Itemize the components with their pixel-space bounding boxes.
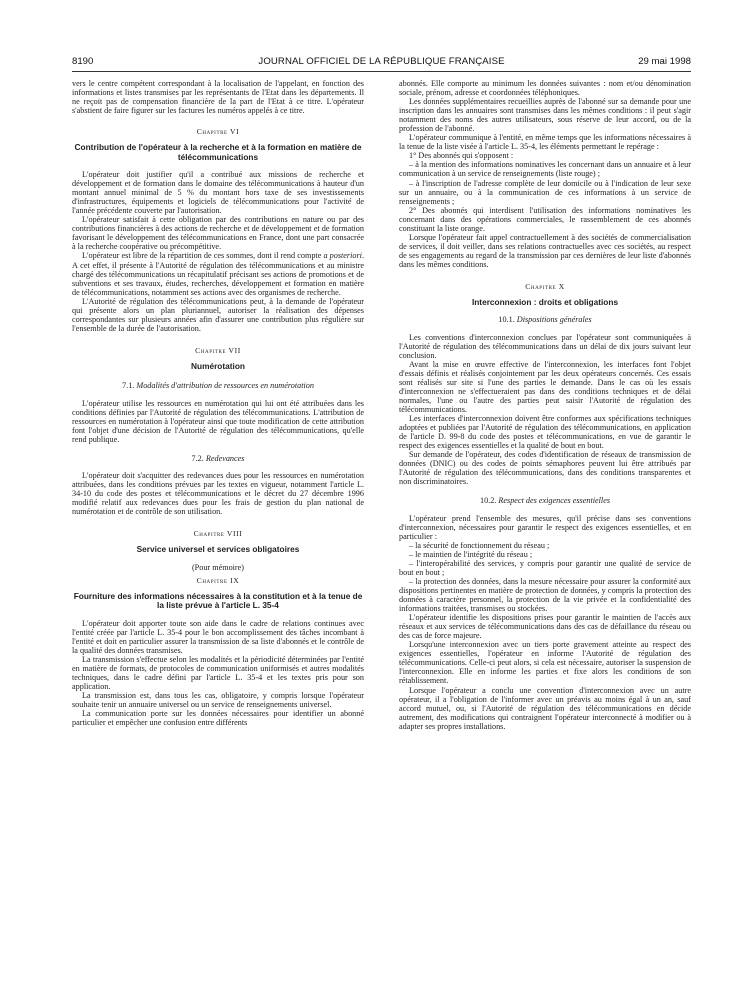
paragraph: abonnés. Elle comporte au minimum les données suivantes : nom et/ou dénomination sociale, prénom, adresse et coordonnées téléphoniques. (399, 79, 691, 98)
list-item: – la protection des données, dans la mesure nécessaire pour assurer la conformité aux dispositions pertinentes en matière de protection de données, y compris la protection des données à caractère personnel, la protection de la vie privée et la confidentialité des informations traitées, transmises ou stockées. (399, 576, 691, 614)
running-header (72, 56, 691, 72)
section-title: Respect des exigences essentielles (498, 496, 611, 506)
paragraph: vers le centre compétent correspondant à la localisation de l'appelant, en fonction des informations et listes transmises par les représentants de l'Etat dans les départements. Il ne reçoit pas de compensation financière de la part de l'Etat à ce titre. L'opérateur s'abstient de faire figurer sur les factures les numéros appelés à ce titre. (72, 79, 364, 116)
chapter-title: Fourniture des informations nécessaires à la constitution et à la tenue de la liste prévue à l'article L. 35-4 (73, 590, 363, 611)
chapter-title: Interconnexion : droits et obligations (471, 297, 619, 308)
paragraph: Les interfaces d'interconnexion doivent être conformes aux spécifications techniques adoptées et publiées par l'Autorité de régulation des télécommunications, en application de l'article D. 99-8 du code des postes et télécommunications, en vue de garantir le respect des exigences essentielles et la qualité de bout en bout. (399, 414, 691, 451)
list-item: 2° Des abonnés qui interdisent l'utilisation des informations nominatives les concernant dans des opérations commerciales, le rassemblement de ces abonnés constituant la liste orange. (399, 205, 691, 233)
paragraph: L'opérateur doit justifier qu'il a contribué aux missions de recherche et développement et de formation dans le domaine des télécommunications à hauteur d'un montant annuel minimal de 5 % du montant hors taxe de ses investissements d'infrastructures, équipements et logiciels de télécommunications pour l'activité de l'année précédente couverte par l'autorisation. (72, 170, 364, 216)
paragraph: L'opérateur identifie les dispositions prises pour garantir le maintien de l'accès aux réseaux et aux services de télécommunications dans des cas de défaillance du réseau ou des cas de force majeure. (399, 613, 691, 641)
section-title: Dispositions générales (516, 315, 592, 325)
text-columns (72, 79, 691, 984)
list-item: 1° Des abonnés qui s'opposent : (409, 151, 514, 161)
chapter-label: Chapitre VII (195, 345, 241, 355)
section-number: 10.1. (498, 315, 515, 325)
paragraph: Les données supplémentaires recueillies auprès de l'abonné sur sa demande pour une inscription dans les annuaires sont transmises dans les mêmes conditions : il peut s'agir notamment des noms des autres utilisateurs, sous réserve de leur accord, ou de la profession de l'abonné. (399, 97, 691, 134)
chapter-label: Chapitre VIII (193, 529, 243, 539)
paragraph: L'opérateur doit apporter toute son aide dans le cadre de relations continues avec l'entité créée par l'article L. 35-4 pour le bon accomplissement des tâches incombant à l'entité et doit en particulier assurer la transmission de sa liste d'abonnés et le contrôle de la qualité des données transmises. (72, 618, 364, 655)
issue-date: 29 mai 1998 (638, 56, 691, 67)
list-item: – à l'inscription de l'adresse complète de leur domicile ou à l'indication de leur sexe sur un annuaire, ou à la communication de ces informations à un service de renseignements ; (399, 178, 691, 206)
chapter-title: Contribution de l'opérateur à la recherche et à la formation en matière de télécommunications (74, 142, 362, 162)
paragraph: Sur demande de l'opérateur, des codes d'identification de réseaux de transmission de données (DNIC) ou des codes de points sémaphores peuvent lui être attribués par l'Autorité de régulation des télécommunications, dans des conditions transparentes et non discriminatoires. (399, 450, 691, 487)
section-heading (399, 496, 691, 505)
section-heading (72, 454, 364, 463)
section-title: Modalités d'attribution de ressources en numérotation (136, 381, 314, 391)
right-column (399, 79, 691, 984)
chapter-label: Chapitre IX (196, 575, 240, 585)
list-item: – l'interopérabilité des services, y compris pour garantir une qualité de service de bout en bout ; (399, 558, 691, 577)
chapter-title: Service universel et services obligatoires (136, 544, 300, 555)
section-heading (72, 381, 364, 390)
paragraph: Les conventions d'interconnexion conclues par l'opérateur sont communiquées à l'Autorité de régulation des télécommunications dans un délai de dix jours suivant leur conclusion. (399, 332, 691, 360)
paragraph-text: L'opérateur est libre de la répartition de ces sommes, dont il rend compte (82, 251, 324, 261)
journal-title: JOURNAL OFFICIEL DE LA RÉPUBLIQUE FRANÇAISE (258, 56, 505, 67)
paragraph: L'opérateur utilise les ressources en numérotation qui lui ont été attribuées dans les conditions définies par l'Autorité de régulation des télécommunications. L'attribution de ressources en numérotation à l'opérateur ainsi que toute modification de cette attribution font l'objet d'une décision de l'Autorité de régulation des télécommunications, qu'elle rend publique. (72, 398, 364, 444)
paragraph: Lorsque l'opérateur a conclu une convention d'interconnexion avec un autre opérateur, il a l'obligation de l'informer avec un préavis au moins égal à un an, sauf accord mutuel, ou, si l'Autorité de régulation des télécommunications en décide autrement, des modifications qui contraignent l'opérateur interconnecté à modifier ou à adapter ses propres installations. (399, 685, 691, 731)
paragraph: L'opérateur prend l'ensemble des mesures, qu'il précise dans ses conventions d'interconnexion, nécessaires pour garantir le respect des exigences essentielles, et en particulier : (399, 513, 691, 541)
memo-note: (Pour mémoire) (191, 562, 245, 572)
paragraph (72, 251, 364, 296)
section-number: 7.2. (191, 453, 204, 463)
section-number: 7.1. (122, 381, 135, 391)
header-rule (72, 71, 691, 72)
italic-term: a posteriori (323, 251, 362, 261)
paragraph: L'opérateur communique à l'entité, en même temps que les informations nécessaires à la tenue de la liste visée à l'article L. 35-4, les éléments permettant le repérage : (399, 133, 691, 152)
paragraph: Lorsque l'opérateur fait appel contractuellement à des sociétés de commercialisation de services, il doit veiller, dans ses relations contractuelles avec ces sociétés, au respect de ses engagements au regard de la transmission par ces dernières de leur liste d'abonnés dans les mêmes conditions. (399, 232, 691, 269)
paragraph: Lorsqu'une interconnexion avec un tiers porte gravement atteinte au respect des exigences essentielles, l'opérateur en informe l'Autorité de régulation des télécommunications. Celle-ci peut alors, si cela est nécessaire, autoriser la suspension de l'interconnexion. Elle en informe les parties et fixe alors les conditions de son rétablissement. (399, 640, 691, 686)
chapter-label: Chapitre VI (196, 127, 240, 137)
left-column (72, 79, 364, 984)
paragraph: La transmission s'effectue selon les modalités et la périodicité déterminées par l'entité en matière de formats, de protocoles de communication uniformisés et autres modalités techniques, dans le cadre défini par l'article L. 35-4 et les textes pris pour son application. (72, 654, 364, 691)
paragraph: L'opérateur doit s'acquitter des redevances dues pour les ressources en numérotation attribuées, dans les conditions prévues par les textes en vigueur, notamment l'article L. 34-10 du code des postes et télécommunications et le décret du 27 décembre 1996 modifié relatif aux redevances dues pour les frais de gestion du plan national de numérotation et de contrôle de son utilisation. (72, 470, 364, 517)
page-number: 8190 (72, 56, 94, 67)
list-item: – à la mention des informations nominatives les concernant dans un annuaire et à leur communication à un service de renseignements (liste rouge) ; (399, 160, 691, 179)
chapter-title: Numérotation (191, 360, 245, 371)
paragraph: La communication porte sur les données nécessaires pour identifier un abonné particulier et empêcher une confusion entre différents (72, 709, 364, 728)
paragraph: La transmission est, dans tous les cas, obligatoire, y compris lorsque l'opérateur souhaite tenir un annuaire universel ou un service de renseignements universel. (72, 690, 364, 709)
section-heading (399, 315, 691, 324)
list-item: – la sécurité de fonctionnement du réseau ; (409, 540, 550, 550)
section-title: Redevances (205, 453, 245, 463)
list-item: – le maintien de l'intégrité du réseau ; (409, 549, 533, 559)
paragraph: Avant la mise en œuvre effective de l'interconnexion, les interfaces font l'objet d'essais définis et réalisés conjointement par les deux opérateurs concernés. Ces essais sont réalisés sur site si l'une des parties le demande. Dans le cas où les essais d'interconnexion ne s'effectueraient pas dans des conditions techniques et de délai normales, l'une ou l'autre des parties peut saisir l'Autorité de régulation des télécommunications. (399, 359, 691, 415)
section-number: 10.2. (479, 496, 497, 506)
chapter-label: Chapitre X (525, 281, 565, 291)
paragraph-text: . A cet effet, il présente à l'Autorité de régulation des télécommunications et au ministre chargé des télécommunications un récapitulatif précisant ses actions de promotions et de subventions et ses travaux, études, recherches, développement et formation en matière de télécommunications, notamment ses actions avec des organismes de recherche. (72, 251, 364, 297)
paragraph: L'Autorité de régulation des télécommunications peut, à la demande de l'opérateur qui présente alors un plan pluriannuel, autoriser la réalisation des dépenses correspondantes sur plusieurs années afin d'assurer une contribution plus régulière sur l'ensemble de la durée de l'autorisation. (72, 296, 364, 333)
paragraph: L'opérateur satisfait à cette obligation par des contributions en nature ou par des contributions financières à des actions de recherche et de développement et de formation favorisant le développement des télécommunications en France, dont une part consacrée à la recherche coopérative ou précompétitive. (72, 215, 364, 252)
